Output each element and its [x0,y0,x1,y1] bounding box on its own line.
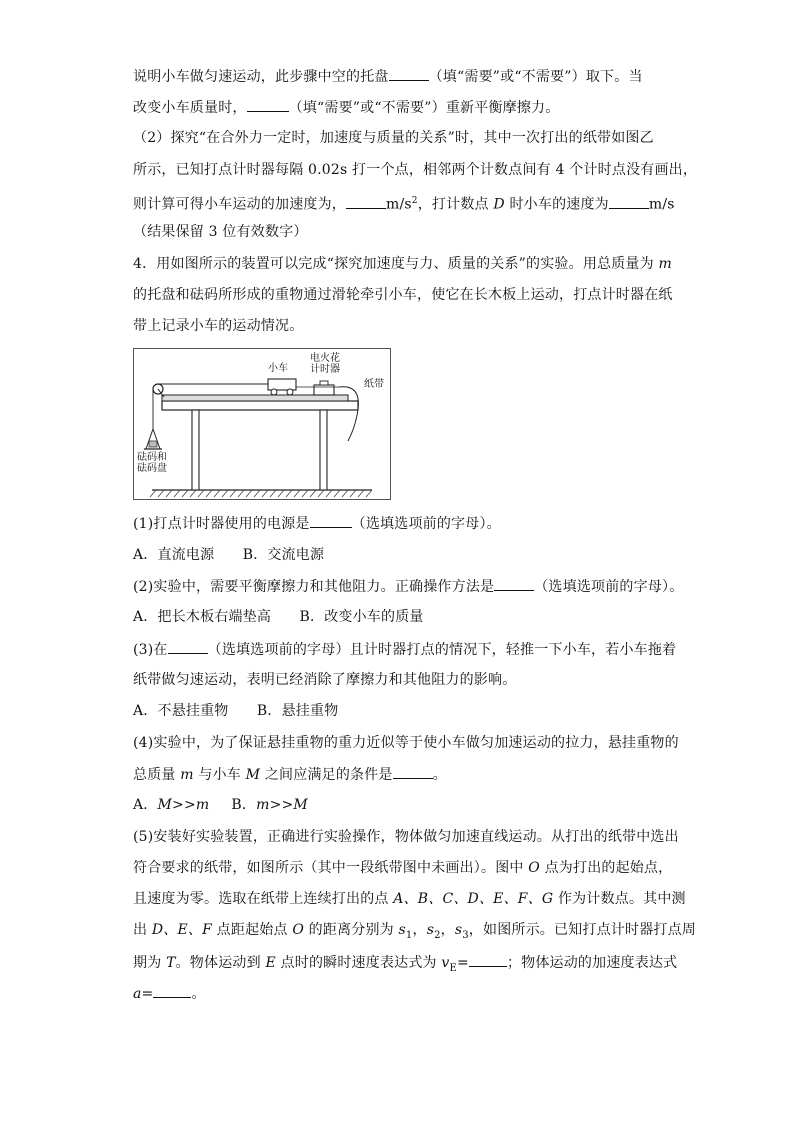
text-line [133,827,679,847]
text: 4．用如图所示的装置可以完成“探究加速度与力、质量的关系”的实验。用总质量为 [133,256,659,272]
options-line [133,607,424,627]
text: 点为打出的起始点， [539,860,673,876]
option-b-label: B． [231,797,257,813]
subscript: 1 [405,929,413,941]
variable: s [398,922,406,938]
text-line [133,952,677,979]
option-a: M>>m [157,797,210,813]
variable: s [426,922,435,938]
text: 符合要求的纸带，如图所示（其中一段纸带图中未画出）。图中 [133,860,529,876]
text-line [133,160,697,180]
text: 改变小车质量时， [133,100,247,116]
text: 。 [191,986,206,1002]
options: A．直流电源 B．交流电源 [133,547,325,563]
variable: m [658,256,672,272]
cart-label: 小车 [268,363,288,374]
option-a-label: A． [133,797,158,813]
answer-blank[interactable] [609,194,649,209]
weight-label-line1: 砝码和 [137,452,167,463]
text: 所示，已知打点计时器每隔 0.02s 打一个点，相邻两个计数点间有 4 个计时点没有画出， [133,162,698,178]
variable: s [454,922,463,938]
text: 作为计数点。其中测 [553,891,686,907]
answer-blank[interactable] [310,513,352,528]
text: 与小车 [193,767,246,783]
text: (1)打点计时器使用的电源是 [133,516,310,532]
subscript: 2 [434,929,441,941]
options: A．不悬挂重物 B．悬挂重物 [133,703,339,719]
text: （选填选项前的字母）。 [534,579,684,595]
text-line [133,191,675,215]
text-line [133,316,303,336]
apparatus-diagram [134,349,390,499]
text: = [457,955,469,971]
apparatus-figure [133,348,391,500]
answer-blank[interactable] [393,764,433,779]
variable: D [493,196,505,213]
answer-blank[interactable] [494,576,534,591]
text-line [133,576,683,597]
text-line [133,889,686,909]
answer-blank[interactable] [469,952,507,967]
text: （2）探究“在合外力一定时，加速度与质量的关系”时，其中一次打出的纸带如图乙 [133,130,654,146]
superscript: 2 [411,196,418,206]
text: 的距离分别为 [304,922,399,938]
text: = [141,986,154,1002]
variable: m [180,767,194,783]
variable: A、B、C、D、E、F、G [393,891,554,907]
answer-blank[interactable] [168,639,208,654]
text: ，打计数点 [417,196,494,213]
text: 。物体运动到 [175,955,266,971]
timer-label-line1: 电火花 [310,353,340,364]
variable: M [245,767,261,783]
text: 点时的瞬时速度表达式为 [275,955,442,971]
answer-blank[interactable] [389,66,429,81]
timer-label-line2: 计时器 [310,364,340,375]
text-line: 出 D、E、F 点距起始点 O 的距离分别为 $s_1$，$s_2$，$s_3$，如图所示。已知打点计时器打点周 [133,922,696,941]
text-line [133,764,447,785]
text-line [133,128,654,148]
subscript: E [449,962,457,974]
text-line [133,66,643,87]
options-line [133,701,338,721]
text: （选填选项前的字母）。 [351,516,501,532]
options: A．把长木板右端垫高 B．改变小车的质量 [133,609,424,625]
text-line [133,222,308,242]
variable: D、E、F [151,922,213,938]
text: 期为 [133,955,167,971]
tape-label: 纸带 [364,379,384,390]
options-line [133,545,324,565]
text: 之间应满足的条件是 [260,767,393,783]
variable: O [292,922,305,938]
text: （结果保留 3 位有效数字） [133,224,308,240]
options-line [133,795,308,815]
variable: T [166,955,176,971]
answer-blank[interactable] [153,983,191,998]
text-line [133,513,501,534]
variable: a [133,986,142,1002]
text: ，如图所示。已知打点计时器打点周 [468,922,696,938]
variable: E [265,955,276,971]
unit: m/s [648,196,675,213]
text: (2)实验中，需要平衡摩擦力和其他阻力。正确操作方法是 [133,579,495,595]
text: 带上记录小车的运动情况。 [133,318,304,334]
text-line [133,858,672,878]
text: (5)安装好实验装置，正确进行实验操作，物体做匀加速直线运动。从打出的纸带中选出 [133,829,679,845]
text: 。 [432,767,447,783]
variable: O [528,860,540,876]
text-line [133,639,676,660]
text-line [133,97,559,118]
text: 的托盘和砝码所形成的重物通过滑轮牵引小车，使它在长木板上运动，打点计时器在纸 [133,287,673,303]
text: 纸带做匀速运动，表明已经消除了摩擦力和其他阻力的影响。 [133,672,517,688]
variable: v [441,955,450,971]
weight-label-line2: 砝码盘 [137,463,167,474]
text: 说明小车做匀速运动，此步骤中空的托盘 [133,69,389,85]
text-line [133,285,673,305]
text: 出 [133,922,152,938]
text: ；物体运动的加速度表达式 [506,955,678,971]
text: 且速度为零。选取在纸带上连续打出的点 [133,891,394,907]
text-line [133,254,672,274]
text: 点距起始点 [212,922,293,938]
text: (4)实验中，为了保证悬挂重物的重力近似等于使小车做匀加速运动的拉力，悬挂重物的 [133,735,679,751]
text: （选填选项前的字母）且计时器打点的情况下，轻推一下小车，若小车拖着 [207,642,677,658]
text-line [133,983,206,1004]
answer-blank[interactable] [346,194,386,209]
text-line [133,670,516,690]
text: (3)在 [133,642,168,658]
subscript: 3 [462,929,469,941]
text: （填“需要”或“不需要”）取下。当 [428,69,643,85]
answer-blank[interactable] [247,97,289,112]
text: 时小车的速度为 [504,196,609,213]
text: 总质量 [133,767,181,783]
text: 则计算可得小车运动的加速度为， [133,196,346,213]
text: （填“需要”或“不需要”）重新平衡摩擦力。 [288,100,560,116]
option-b: m>>M [256,797,308,813]
text-line [133,733,679,753]
unit: m/s [386,196,412,213]
